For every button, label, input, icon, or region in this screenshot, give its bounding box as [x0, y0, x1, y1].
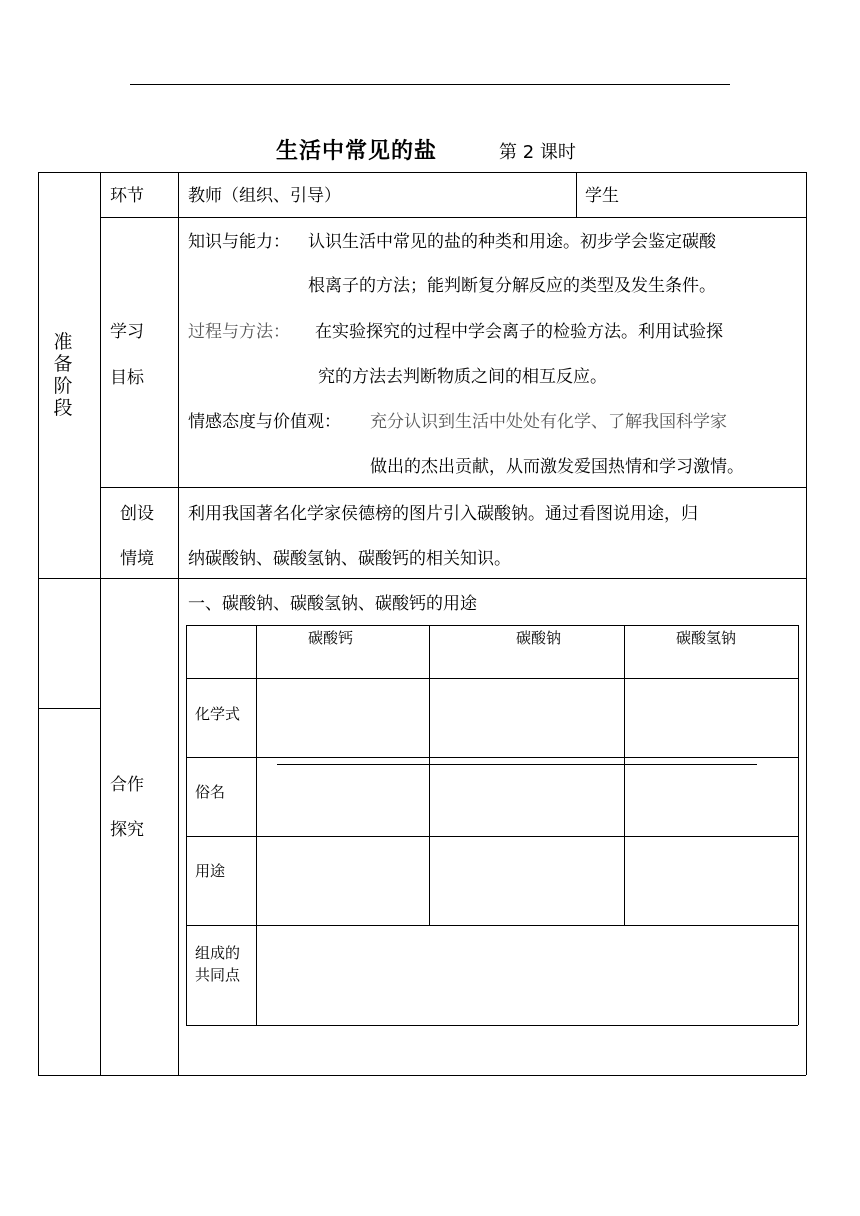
inner-row-divider-4 [186, 925, 798, 926]
inner-header-sodium-bicarbonate: 碳酸氢钠 [676, 629, 737, 647]
table-bottom-border [38, 1075, 806, 1076]
inner-row-usage: 用途 [195, 862, 226, 880]
scenario-label-2: 情境 [120, 549, 154, 569]
table-right-border [806, 172, 807, 1075]
emotion-label: 情感态度与价值观： [188, 412, 341, 432]
inner-table-right [798, 625, 799, 1025]
inner-table-left [186, 625, 187, 1025]
process-text-1: 在实验探究的过程中学会离子的检验方法。利用试验探 [315, 322, 723, 342]
inner-strike-line [277, 764, 757, 765]
goals-label-2: 目标 [110, 368, 144, 388]
col-divider-student [576, 172, 577, 217]
page-title: 生活中常见的盐 [276, 139, 438, 164]
inner-col-divider-3 [624, 625, 625, 925]
header-rule [130, 84, 730, 85]
inner-row-common-1: 组成的 [195, 944, 241, 962]
inner-row-common-name: 俗名 [195, 783, 226, 801]
scenario-text-1: 利用我国著名化学家侯德榜的图片引入碳酸钠。通过看图说用途，归 [188, 504, 698, 524]
row-divider-scenario [38, 578, 806, 579]
inner-col-divider-1 [256, 625, 257, 1025]
header-student: 学生 [585, 186, 619, 206]
knowledge-text-2: 根离子的方法；能判断复分解反应的类型及发生条件。 [308, 276, 716, 296]
table-left-border [38, 172, 39, 1075]
goals-label-1: 学习 [110, 322, 144, 342]
inner-row-formula: 化学式 [195, 705, 241, 723]
row-divider-header [100, 217, 806, 218]
table-top-border [38, 172, 806, 173]
explore-label-1: 合作 [110, 775, 144, 795]
header-teacher: 教师（组织、引导） [188, 186, 341, 206]
inner-row-common-2: 共同点 [195, 966, 241, 984]
inner-row-divider-2 [186, 757, 798, 758]
inner-row-divider-1 [186, 678, 798, 679]
stage-prepare-label [52, 331, 74, 419]
knowledge-text-1: 认识生活中常见的盐的种类和用途。初步学会鉴定碳酸 [308, 232, 716, 252]
explore-section-title: 一、碳酸钠、碳酸氢钠、碳酸钙的用途 [188, 594, 477, 614]
inner-col-divider-2 [429, 625, 430, 925]
left-col-divider [38, 708, 100, 709]
process-text-2: 究的方法去判断物质之间的相互反应。 [318, 367, 607, 387]
header-segment: 环节 [110, 186, 144, 206]
inner-header-calcium-carbonate: 碳酸钙 [308, 629, 354, 647]
knowledge-label: 知识与能力： [188, 232, 290, 252]
stage-prepare-text: 准备阶段 [53, 331, 73, 419]
inner-table-top [186, 625, 798, 626]
inner-table-bottom [186, 1025, 798, 1026]
scenario-label-1: 创设 [120, 504, 154, 524]
inner-header-sodium-carbonate: 碳酸钠 [516, 629, 562, 647]
lesson-number: 第 2 课时 [499, 142, 576, 163]
scenario-text-2: 纳碳酸钠、碳酸氢钠、碳酸钙的相关知识。 [188, 549, 511, 569]
process-label: 过程与方法： [188, 322, 290, 342]
inner-row-divider-3 [186, 836, 798, 837]
explore-label-2: 探究 [110, 820, 144, 840]
emotion-text-2: 做出的杰出贡献，从而激发爱国热情和学习激情。 [370, 457, 744, 477]
col-divider-segment [178, 172, 179, 1075]
row-divider-goals [100, 487, 806, 488]
emotion-text-1: 充分认识到生活中处处有化学、了解我国科学家 [370, 412, 727, 432]
col-divider-stage [100, 172, 101, 1075]
